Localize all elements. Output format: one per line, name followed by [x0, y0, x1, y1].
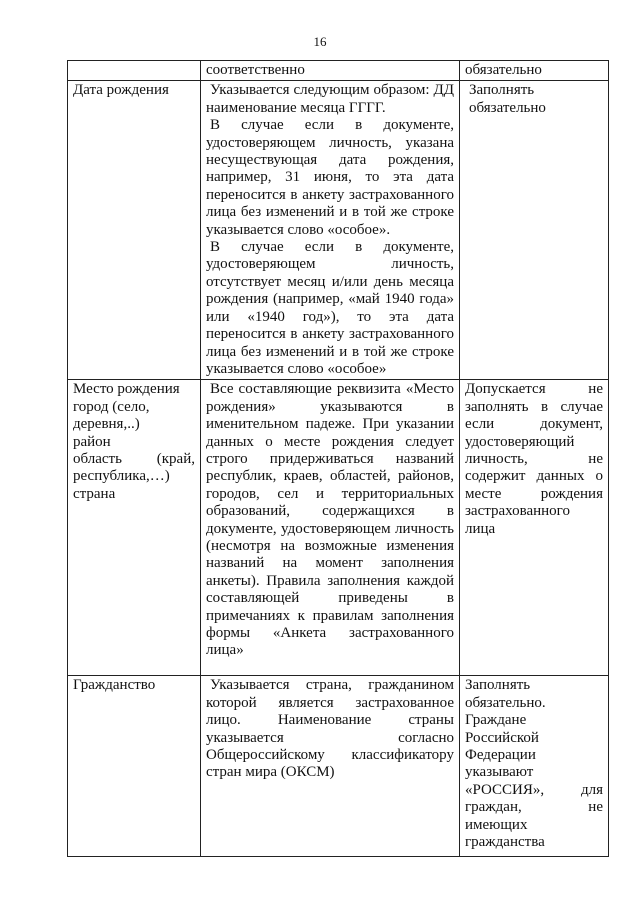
- field-subitem: область (край, республика,…): [73, 450, 195, 485]
- table-row-continuation: [68, 61, 609, 81]
- requirement-text: Допускается не заполнять в случае если документ, удостоверяющий личность, не содержит данных о месте рождения застрахованного лица: [465, 381, 603, 537]
- field-cell: [68, 380, 201, 676]
- table-row-citizenship: [68, 676, 609, 857]
- description-paragraph: Указывается следующим образом: ДД наименование месяца ГГГГ.: [206, 82, 454, 116]
- requirement-text: Заполнять обязательно.: [465, 677, 546, 711]
- field-name: Гражданство: [73, 677, 156, 694]
- page-number: 16: [313, 34, 327, 49]
- field-name: Место рождения: [73, 381, 180, 398]
- description-paragraph: Указывается страна, гражданином которой является застрахованное лицо. Наименование страны указывается согласно Общероссийскому классификатору стран мира (ОКСМ): [206, 677, 454, 781]
- description-cell: [201, 61, 460, 81]
- requirement-text: Граждане Российской Федерации указывают «РОССИЯ», для граждан, не имеющих гражданства: [465, 712, 603, 850]
- field-subitem: город (село, деревня,..): [73, 398, 150, 433]
- requirement-cell: [460, 81, 609, 380]
- description-paragraph: Все составляющие реквизита «Место рождения» указываются в именительном падеже. При указании данных о месте рождения следует строго придерживаться названий республик, краев, областей, районов, городов, сел и территориальных образований, содержащихся в документе, удостоверяющем личность (несмотря на возможные изменения названий на момент заполнения анкеты). Правила заполнения каждой составляющей приведены в примечаниях к правилам заполнения формы «Анкета застрахованного лица»: [206, 381, 454, 659]
- description-text: соответственно: [206, 62, 305, 78]
- description-paragraph: В случае если в документе, удостоверяющем личность, указана несуществующая дата рождения, например, 31 июня, то эта дата переносится в анкету застрахованного лица без изменений и в той же строке указывается слово «особое».: [206, 117, 454, 238]
- requirement-text: обязательно: [465, 62, 542, 78]
- table-row-birth-date: [68, 81, 609, 380]
- field-cell: [68, 676, 201, 857]
- field-cell: [68, 81, 201, 380]
- requirement-cell: [460, 676, 609, 857]
- field-name: Дата рождения: [73, 82, 169, 99]
- requirement-text: Заполнять обязательно: [469, 82, 546, 116]
- description-paragraph: В случае если в документе, удостоверяющем личность, отсутствует месяц и/или день месяца рождения (например, «май 1940 года» или «1940 год»), то эта дата переносится в анкету застрахованного лица без изменений и в той же строке указывается слово «особое»: [206, 239, 454, 377]
- field-cell: [68, 61, 201, 81]
- requirement-cell: [460, 380, 609, 676]
- description-cell: [201, 676, 460, 857]
- description-cell: [201, 81, 460, 380]
- field-subitem: страна: [73, 485, 116, 502]
- field-subitem: район: [73, 433, 111, 450]
- table-row-birth-place: [68, 380, 609, 676]
- description-cell: [201, 380, 460, 676]
- document-table: [67, 60, 609, 857]
- requirement-cell: [460, 61, 609, 81]
